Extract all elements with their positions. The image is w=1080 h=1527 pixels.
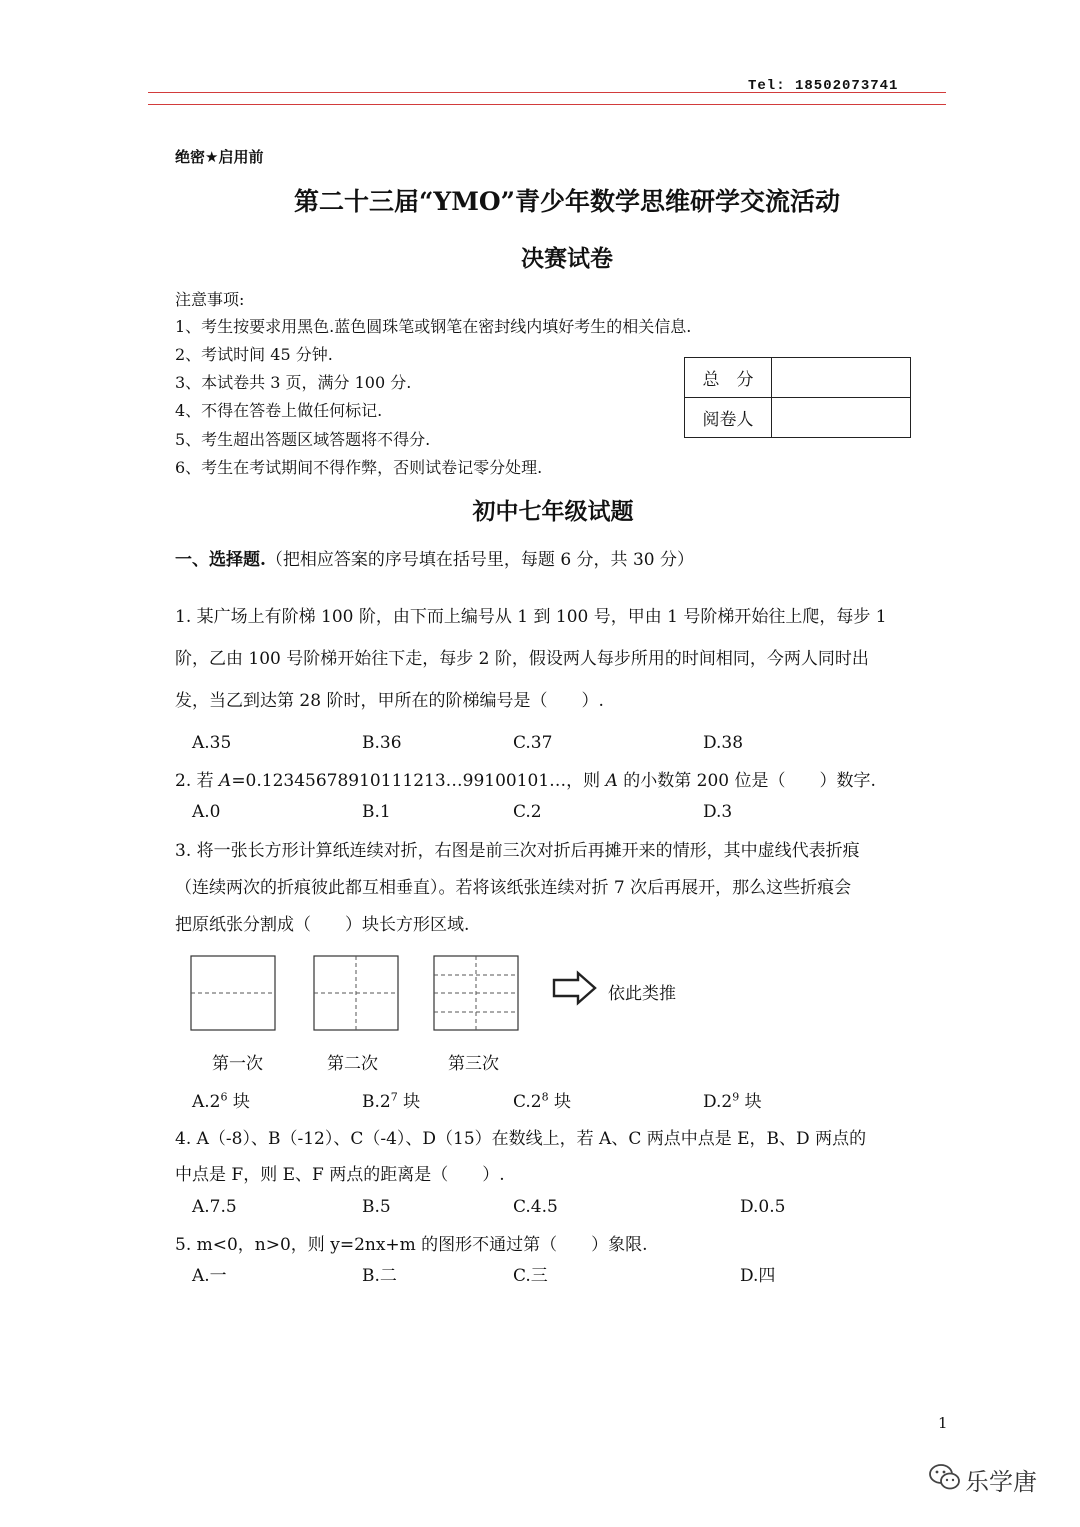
header-rule-secondary	[148, 104, 946, 105]
question-4-line: 中点是 F，则 E、F 两点的距离是（ ）.	[175, 1165, 505, 1185]
grader-label: 阅卷人	[685, 398, 772, 438]
option-c: C.2	[513, 802, 542, 822]
option-d: D.3	[703, 802, 733, 822]
question-3-line: 把原纸张分割成（ ）块长方形区域.	[175, 915, 470, 935]
question-4-line: 4. A（-8）、B（-12）、C（-4）、D（15）在数线上，若 A、C 两点中点是 E，B、D 两点的	[175, 1129, 867, 1149]
question-3-line: （连续两次的折痕彼此都互相垂直）。若将该纸张连续对折 7 次后再展开，那么这些折痕会	[175, 878, 852, 898]
header-rule	[148, 92, 946, 93]
option-d: D.四	[740, 1266, 776, 1286]
section-heading	[175, 545, 694, 570]
option-b: B.1	[362, 802, 391, 822]
option-d: D.0.5	[740, 1197, 786, 1217]
question-3-line: 3. 将一张长方形计算纸连续对折，右图是前三次对折后再摊开来的情形，其中虚线代表折痕	[175, 841, 860, 861]
confidential-mark: 绝密★启用前	[175, 148, 264, 166]
fold-figure-3	[433, 955, 523, 1035]
page-subtitle: 决赛试卷	[521, 245, 613, 272]
option-c: C.三	[513, 1266, 548, 1286]
header-tel: Tel: 18502073741	[748, 78, 899, 94]
wechat-icon	[928, 1462, 962, 1492]
option-a: A.一	[192, 1266, 227, 1286]
option-b: B.36	[362, 733, 402, 753]
option-b: B.二	[362, 1266, 397, 1286]
note-item: 6、考生在考试期间不得作弊，否则试卷记零分处理.	[175, 458, 543, 477]
grade-title: 初中七年级试题	[472, 498, 634, 525]
note-item: 2、考试时间 45 分钟.	[175, 345, 333, 364]
section-title: 一、选择题.	[175, 550, 266, 570]
notes-heading: 注意事项:	[175, 290, 245, 309]
question-1-line: 发，当乙到达第 28 阶时，甲所在的阶梯编号是（ ）.	[175, 691, 604, 711]
note-item: 5、考生超出答题区域答题将不得分.	[175, 430, 431, 449]
watermark-text: 乐学唐	[965, 1468, 1037, 1496]
option-d: $D.2^9$ 块	[703, 1090, 762, 1112]
option-c: C.4.5	[513, 1197, 558, 1217]
question-5: 5. m<0，n>0，则 y=2nx+m 的图形不通过第（ ）象限.	[175, 1235, 648, 1255]
fold-figure-2	[313, 955, 403, 1035]
right-arrow-icon	[552, 970, 598, 1006]
option-b: $B.2^7$ 块	[362, 1090, 421, 1112]
figure-label: 第一次	[212, 1054, 263, 1074]
option-a: A.35	[192, 733, 232, 753]
score-table	[684, 357, 911, 438]
page-title: 第二十三届“YMO”青少年数学思维研学交流活动	[293, 187, 841, 216]
figure-label: 第三次	[448, 1054, 499, 1074]
total-score-cell	[772, 358, 911, 398]
arrow-text: 依此类推	[608, 984, 676, 1004]
question-1-line: 1. 某广场上有阶梯 100 阶，由下而上编号从 1 到 100 号，甲由 1 号阶梯开始往上爬，每步 1	[175, 607, 887, 627]
grader-cell	[772, 398, 911, 438]
page-number: 1	[938, 1414, 948, 1432]
variable-a: A	[219, 771, 232, 791]
option-a: A.0	[192, 802, 221, 822]
note-item: 4、不得在答卷上做任何标记.	[175, 401, 383, 420]
option-a: $A.2^6$ 块	[192, 1090, 250, 1112]
variable-a: A	[605, 771, 618, 791]
option-d: D.38	[703, 733, 744, 753]
option-b: B.5	[362, 1197, 391, 1217]
note-item: 1、考生按要求用黑色.蓝色圆珠笔或钢笔在密封线内填好考生的相关信息.	[175, 317, 692, 336]
question-2	[175, 766, 876, 791]
option-c: C.37	[513, 733, 553, 753]
question-2-text: 的小数第 200 位是（ ）数字.	[617, 771, 876, 791]
option-a: A.7.5	[192, 1197, 237, 1217]
option-c: $C.2^8$ 块	[513, 1090, 572, 1112]
fold-figure-1	[190, 955, 280, 1035]
question-1-line: 阶，乙由 100 号阶梯开始往下走，每步 2 阶，假设两人每步所用的时间相同，今两人同时出	[175, 649, 869, 669]
question-2-text: =0.12345678910111213…99100101…，则	[231, 771, 606, 791]
note-item: 3、本试卷共 3 页，满分 100 分.	[175, 373, 412, 392]
total-score-label: 总 分	[685, 358, 772, 398]
section-note: （把相应答案的序号填在括号里，每题 6 分，共 30 分）	[265, 550, 694, 570]
figure-label: 第二次	[327, 1054, 378, 1074]
question-2-text: 2. 若	[175, 771, 220, 791]
